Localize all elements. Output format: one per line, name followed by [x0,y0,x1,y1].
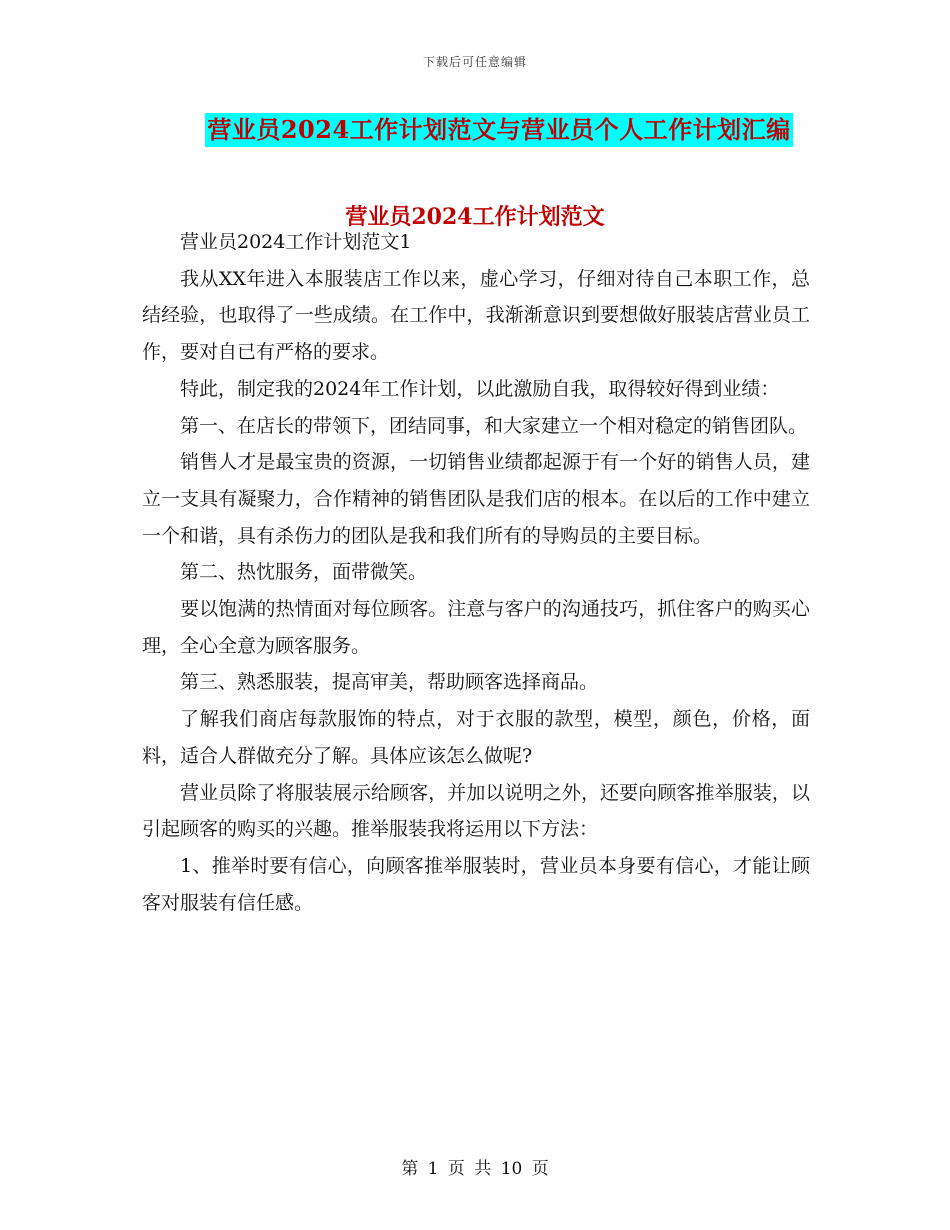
page-number-footer: 第 1 页 共 10 页 [401,1159,549,1179]
paragraph: 我从XX年进入本服装店工作以来，虚心学习，仔细对待自己本职工作，总结经验，也取得了一些成绩。在工作中，我渐渐意识到要想做好服装店营业员工作，要对自已有严格的要求。 [142,267,810,364]
paragraph: 营业员除了将服装展示给顾客，并加以说明之外，还要向顾客推举服装，以引起顾客的购买的兴趣。推举服装我将运用以下方法： [142,781,810,841]
document-body [142,224,810,921]
document-main-title: 营业员2024工作计划范文与营业员个人工作计划汇编 [205,113,792,147]
paragraph: 要以饱满的热情面对每位顾客。注意与客户的沟通技巧，抓住客户的购买心理，全心全意为顾客服务。 [142,598,810,657]
paragraph: 1、推举时要有信心，向顾客推举服装时，营业员本身要有信心，才能让顾客对服装有信任感。 [142,854,810,914]
page-header-note: 下载后可任意编辑 [422,55,527,69]
paragraph: 了解我们商店每款服饰的特点，对于衣服的款型，模型，颜色，价格，面料，适合人群做充分了解。具体应该怎么做呢? [142,708,810,767]
paragraph: 第一、在店长的带领下，团结同事，和大家建立一个相对稳定的销售团队。 [180,414,808,437]
paragraph: 特此，制定我的2024年工作计划，以此激励自我，取得较好得到业绩： [180,377,780,400]
paragraph: 第三、熟悉服装，提高审美，帮助顾客选择商品。 [180,671,599,694]
document-sub-title: 营业员2024工作计划范文 [345,204,605,230]
main-title-container [0,113,950,147]
paragraph: 销售人才是最宝贵的资源，一切销售业绩都起源于有一个好的销售人员，建立一支具有凝聚力，合作精神的销售团队是我们店的根本。在以后的工作中建立一个和谐，具有杀伤力的团队是我和我们所有的导购员的主要目标。 [142,451,810,547]
paragraph-heading: 营业员2024工作计划范文1 [180,231,412,253]
paragraph: 第二、热忱服务，面带微笑。 [180,561,428,584]
